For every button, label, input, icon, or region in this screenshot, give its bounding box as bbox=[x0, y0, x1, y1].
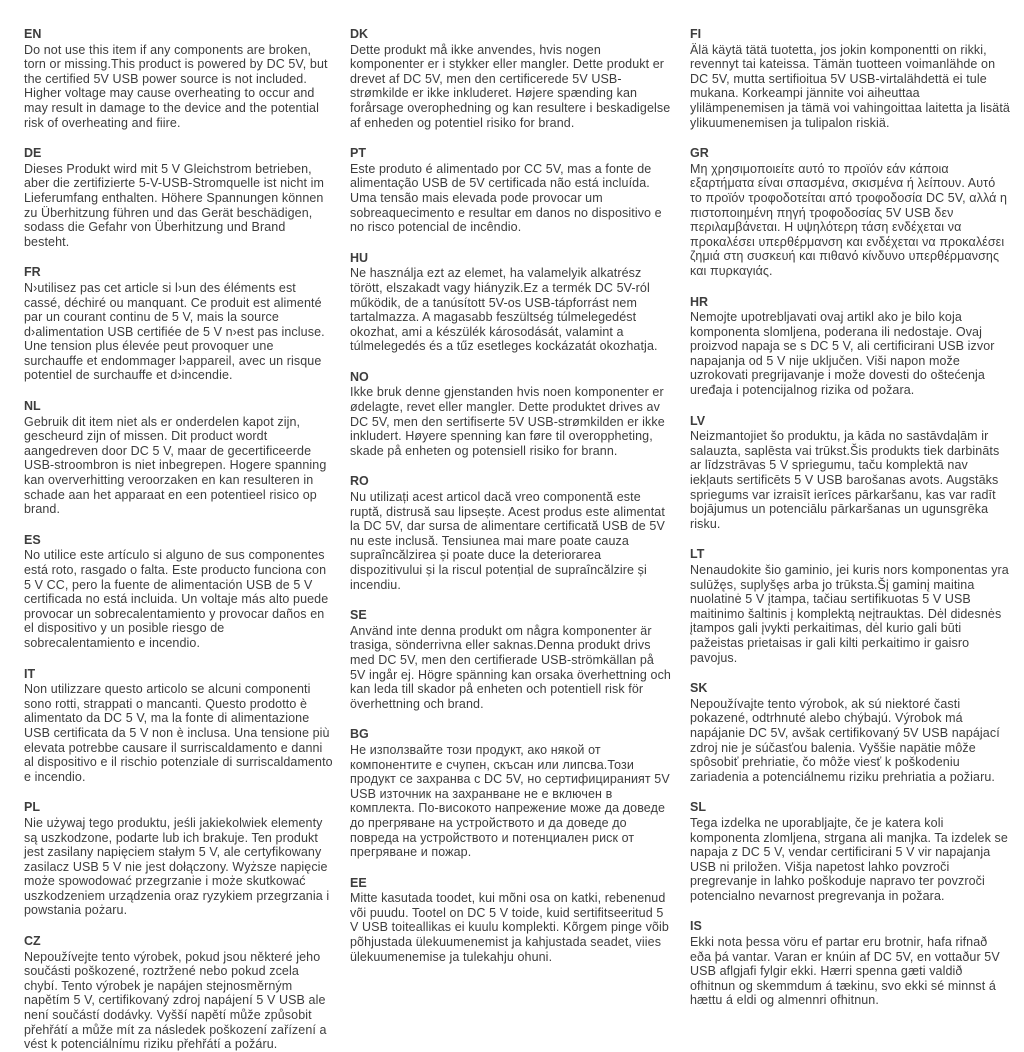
language-section bbox=[350, 27, 672, 130]
language-code: DE bbox=[24, 146, 42, 161]
language-section bbox=[24, 265, 334, 383]
language-code: IS bbox=[690, 919, 702, 934]
warning-text: Nepoužívejte tento výrobek, pokud jsou některé jeho součásti poškozené, roztržené nebo pokud zcela chybí. Tento výrobek je napájen stejnosměrným napětím 5 V, certifikovaný zdroj napájení 5 V USB ale není součástí dodávky. Vyšší napětí může způsobit přehřátí a může mít za následek poškození zařízení a vést k potenciálnímu riziku přehřátí a požáru. bbox=[24, 949, 327, 1052]
warning-text: Nepoužívajte tento výrobok, ak sú niektoré časti pokazené, odtrhnuté alebo chýbajú. Výrobok má napájanie DC 5V, avšak certifikovaný 5V USB napájací zdroj nie je súčasťou balenia. Vyššie napätie môže spôsobiť prehriatie, čo môže viesť k poškodeniu zariadenia a potenciálnemu riziku prehriatia a požiaru. bbox=[690, 696, 1000, 784]
language-section bbox=[24, 533, 334, 651]
language-section bbox=[24, 934, 334, 1052]
language-code: NO bbox=[350, 369, 369, 384]
warning-text: No utilice este artículo si alguno de sus componentes está roto, rasgado o falta. Este producto funciona con 5 V CC, pero la fuente de alimentación USB de 5 V certificada no está incluida. Un voltaje más alto puede provocar un sobrecalentamiento y provocar daños en el dispositivo y un posible riesgo de sobrecalentamiento e incendio. bbox=[24, 548, 329, 650]
warning-text: Älä käytä tätä tuotetta, jos jokin komponentti on rikki, revennyt tai kateissa. Tämän tuotteen voimanlähde on DC 5V, mutta sertifioitua 5V USB-virtalähdettä ei tule mukana. Korkeampi jännite voi aiheuttaa ylilämpenemisen ja tämä voi vahingoittaa laitetta ja lisätä ylikuumenemisen ja tulipalon riskiä. bbox=[690, 42, 1010, 130]
language-section bbox=[690, 414, 1010, 532]
language-code: LT bbox=[690, 547, 705, 562]
language-code: IT bbox=[24, 666, 36, 681]
notice-column-2 bbox=[350, 27, 690, 1008]
language-section bbox=[24, 27, 334, 130]
warning-text: Nenaudokite šio gaminio, jei kuris nors komponentas yra sulūžęs, suplyšęs arba jo trūksta.Šį gaminį maitina nuolatinė 5 V įtampa, tačiau sertifikuotas 5 V USB maitinimo šaltinis į komplektą neįtrauktas. Dėl didesnės įtampos gali įvykti perkaitimas, dėl kurio gali būti pažeistas prietaisas ir gali kilti perkaitimo ir gaisro pavojus. bbox=[690, 563, 1009, 665]
warning-text: Mitte kasutada toodet, kui mõni osa on katki, rebenenud või puudu. Tootel on DC 5 V toide, kuid sertifitseeritud 5 V USB toiteallikas ei kuulu komplekti. Kõrgem pinge võib põhjustada ülekuumenemist ja kahjustada seadet, viies ülekuumenemise ja tulekahju ohuni. bbox=[350, 891, 669, 964]
language-section bbox=[690, 27, 1010, 130]
language-code: SE bbox=[350, 608, 367, 623]
warning-text: Neizmantojiet šo produktu, ja kāda no sastāvdaļām ir salauzta, saplēsta vai trūkst.Šis produkts tiek darbināts ar līdzstrāvas 5 V spriegumu, taču komplektā nav iekļauts sertificēts 5 V USB barošanas avots. Augstāks spriegums var izraisīt ierīces pārkaršanu, kas var radīt bojājumus un potenciālu pārkaršanas un ugunsgrēka risku. bbox=[690, 429, 1000, 531]
language-section bbox=[24, 146, 334, 249]
language-code: SK bbox=[690, 681, 708, 696]
language-section bbox=[24, 667, 334, 785]
warning-text: Använd inte denna produkt om några komponenter är trasiga, sönderrivna eller saknas.Denna produkt drivs med DC 5V, men den certifierade USB-strömkällan på 5V ingår ej. Högre spänning kan orsaka överhettning och kan leda till skador på enheten och potentiell risk för överhettning och brand. bbox=[350, 623, 671, 711]
language-section bbox=[350, 146, 672, 235]
warning-text: Gebruik dit item niet als er onderdelen kapot zijn, gescheurd zijn of missen. Dit product wordt aangedreven door DC 5 V, maar de gecertificeerde USB-stroombron is niet inbegrepen. Hogere spanning kan oververhitting veroorzaken en kan resulteren in schade aan het apparaat en een potentieel risico op brand. bbox=[24, 414, 327, 517]
warning-text: Ekki nota þessa vöru ef partar eru brotnir, hafa rifnað eða þá vantar. Varan er knúin af DC 5V, en vottaður 5V USB aflgjafi fylgir ekki. Hærri spenna gæti valdið ofhitnun og skemmdum á tækinu, svo ekki sé minnst á hættu á eldi og almennri ofhitnun. bbox=[690, 935, 1000, 1008]
language-code: SL bbox=[690, 800, 706, 815]
language-code: HR bbox=[690, 294, 709, 309]
language-code: PL bbox=[24, 800, 40, 815]
language-section bbox=[690, 681, 1010, 784]
language-section bbox=[24, 399, 334, 517]
warning-text: Nu utilizați acest articol dacă vreo componentă este ruptă, distrusă sau lipsește. Acest produs este alimentat la DC 5V, dar sursa de alimentare certificată USB de 5V nu este inclusă. Tensiunea mai mare poate cauza supraîncălzirea și poate duce la deteriorarea dispozitivului și la riscul potențial de supraîncălzire și incendiu. bbox=[350, 490, 665, 592]
language-section bbox=[690, 919, 1010, 1008]
language-section bbox=[350, 727, 672, 859]
language-code: BG bbox=[350, 727, 369, 742]
warning-text: Dieses Produkt wird mit 5 V Gleichstrom betrieben, aber die zertifizierte 5-V-USB-Stromquelle ist nicht im Lieferumfang enthalten. Höhere Spannungen können zu Überhitzung führen und das Gerät beschädigen, sodass die Gefahr von Überhitzung und Brand besteht. bbox=[24, 161, 325, 249]
warning-text: Ne használja ezt az elemet, ha valamelyik alkatrész törött, elszakadt vagy hiányzik.Ez a termék DC 5V-ról működik, de a tanúsított 5V-os USB-tápforrást nem tartalmazza. A magasabb feszültség túlmelegedést okozhat, ami a készülék károsodását, valamint a túlmelegedés és a tűz esetleges kockázatát okozhatja. bbox=[350, 266, 658, 354]
language-code: EE bbox=[350, 875, 367, 890]
language-section bbox=[350, 608, 672, 711]
language-code: CZ bbox=[24, 934, 41, 949]
language-section bbox=[24, 800, 334, 918]
language-code: EN bbox=[24, 27, 42, 41]
notice-column-1 bbox=[24, 27, 350, 1052]
language-code: GR bbox=[690, 146, 709, 161]
language-code: FI bbox=[690, 27, 702, 41]
language-code: ES bbox=[24, 532, 41, 547]
language-section bbox=[350, 474, 672, 592]
language-code: HU bbox=[350, 250, 369, 265]
warning-text: Nie używaj tego produktu, jeśli jakiekolwiek elementy są uszkodzone, podarte lub ich brakuje. Ten produkt jest zasilany napięciem stałym 5 V, ale certyfikowany zasilacz USB 5 V nie jest dołączony. Wyższe napięcie może spowodować przegrzanie i może skutkować uszkodzeniem urządzenia oraz ryzykiem przegrzania i powstania pożaru. bbox=[24, 815, 330, 918]
language-code: NL bbox=[24, 399, 41, 414]
language-section bbox=[350, 370, 672, 459]
warning-text: Μη χρησιμοποιείτε αυτό το προϊόν εάν κάποια εξαρτήματα είναι σπασμένα, σκισμένα ή λείπουν. Αυτό το προϊόν τροφοδοτείται από τροφοδοσία DC 5V, αλλά η πιστοποιημένη πηγή τροφοδοσίας 5V USB δεν περιλαμβάνεται. Η υψηλότερη τάση ενδέχεται να προκαλέσει υπερθέρμανση και ενδέχεται να προκαλέσει ζημιά στη συσκευή και πιθανό κίνδυνο υπερθέρμανσης και πυρκαγιάς. bbox=[690, 161, 1008, 278]
language-section bbox=[350, 251, 672, 354]
language-section bbox=[690, 800, 1010, 903]
language-section bbox=[690, 146, 1010, 278]
warning-text: Tega izdelka ne uporabljajte, če je katera koli komponenta zlomljena, strgana ali manjka. Ta izdelek se napaja z DC 5 V, vendar certificirani 5 V vir napajanja USB ni priložen. Višja napetost lahko povzroči pregrevanje in lahko poškoduje napravo ter povzroči potencialno nevarnost pregrevanja in požara. bbox=[690, 815, 1008, 903]
warning-text: Do not use this item if any components are broken, torn or missing.This product is powered by DC 5V, but the certified 5V USB power source is not included. Higher voltage may cause overheating to occur and may result in damage to the device and the potential risk of overheating and fiire. bbox=[24, 42, 328, 130]
warning-text: Este produto é alimentado por CC 5V, mas a fonte de alimentação USB de 5V certificada não está incluída. Uma tensão mais elevada pode provocar um sobreaquecimento e resultar em danos no dispositivo e no risco potencial de incêndio. bbox=[350, 161, 662, 235]
language-code: PT bbox=[350, 146, 366, 161]
warning-text: Nemojte upotrebljavati ovaj artikl ako je bilo koja komponenta slomljena, poderana ili nedostaje. Ovaj proizvod napaja se s DC 5 V, ali certificirani USB izvor napajanja od 5 V nije uključen. Viši napon može uzrokovati pregrijavanje i može dovesti do oštećenja uređaja i potencijalnog rizika od požara. bbox=[690, 310, 995, 398]
language-section bbox=[350, 876, 672, 965]
warning-text: Не използвайте този продукт, ако някой от компонентите е счупен, скъсан или липсва.Този продукт се захранва с DC 5V, но сертифицираният 5V USB източник на захранване не е включен в комплекта. По-високото напрежение може да доведе до прегряване на устройството и да доведе до повреда на устройството и потенциален риск от прегряване и пожар. bbox=[350, 742, 670, 860]
warning-text: Non utilizzare questo articolo se alcuni componenti sono rotti, strappati o mancanti. Questo prodotto è alimentato da DC 5 V, ma la fonte di alimentazione USB certificata da 5 V non è inclusa. Una tensione più elevata potrebbe causare il surriscaldamento e danni al dispositivo e il rischio potenziale di surriscaldamento e incendio. bbox=[24, 682, 333, 784]
warning-text: Ikke bruk denne gjenstanden hvis noen komponenter er ødelagte, revet eller mangler. Dette produktet drives av DC 5V, men den sertifiserte 5V USB-strømkilden er ikke inkludert. Høyere spenning kan føre til overoppheting, skade på enheten og potensiell risiko for brann. bbox=[350, 385, 665, 458]
language-code: RO bbox=[350, 474, 369, 489]
language-code: DK bbox=[350, 27, 369, 41]
language-section bbox=[690, 547, 1010, 665]
notice-column-3 bbox=[690, 27, 1018, 1008]
language-code: FR bbox=[24, 265, 41, 280]
language-section bbox=[690, 295, 1010, 398]
warning-text: N›utilisez pas cet article si l›un des éléments est cassé, déchiré ou manquant. Ce produit est alimenté par un courant continu de 5 V, mais la source d›alimentation USB certifiée de 5 V n›est pas incluse. Une tension plus élevée peut provoquer une surchauffe et endommager l›appareil, avec un risque potentiel de surchauffe et d›incendie. bbox=[24, 280, 325, 383]
language-code: LV bbox=[690, 413, 706, 428]
warning-text: Dette produkt må ikke anvendes, hvis nogen komponenter er i stykker eller mangler. Dette produkt er drevet af DC 5V, men den certificerede 5V USB-strømkilde er ikke inkluderet. Højere spænding kan forårsage overophedning og kan resultere i beskadigelse af enheden og potentiel risiko for brand. bbox=[350, 42, 671, 130]
